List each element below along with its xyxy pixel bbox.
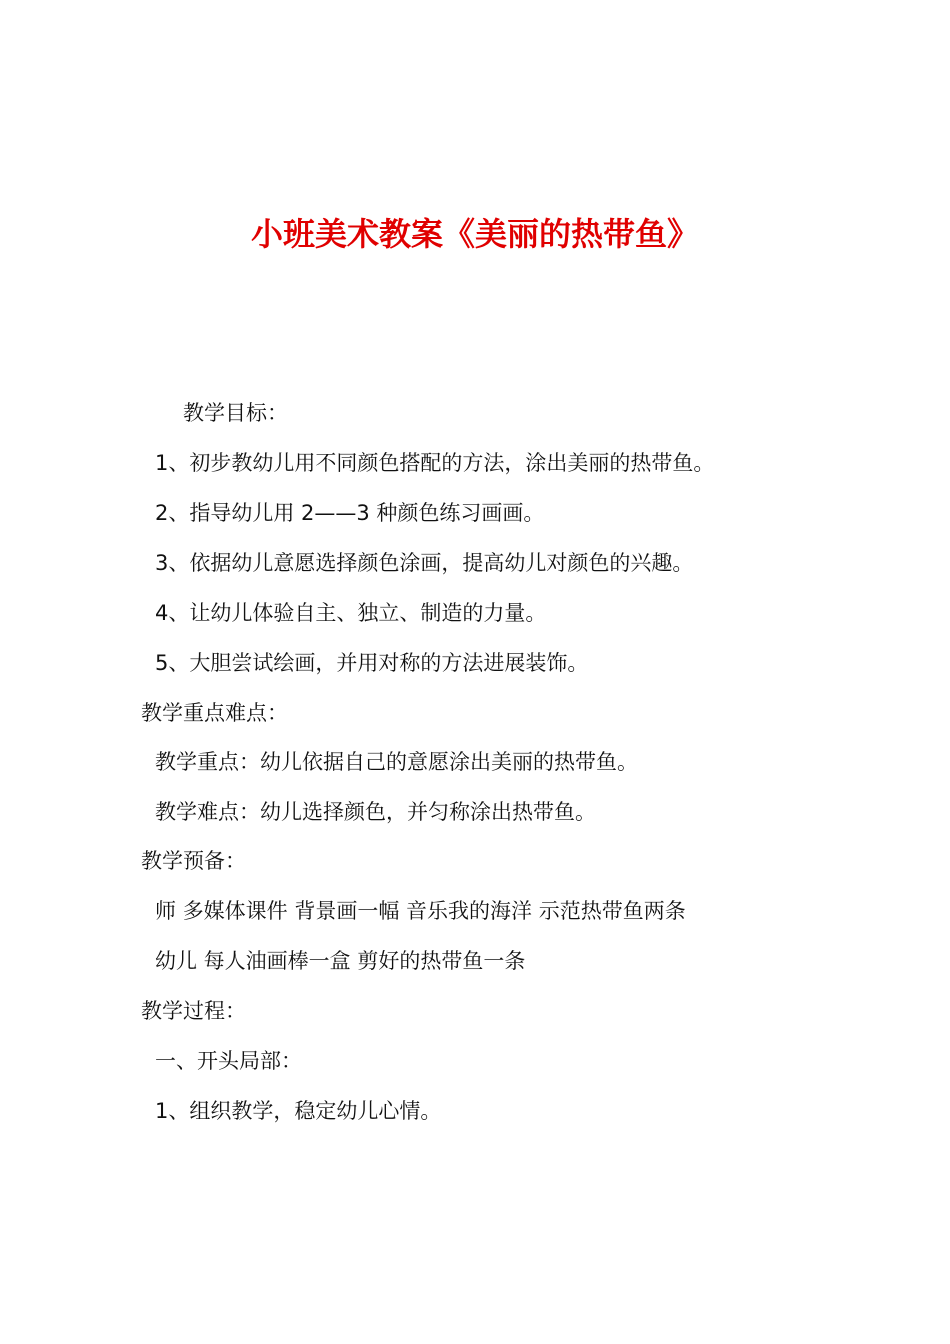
text-line: 1、初步教幼儿用不同颜色搭配的方法，涂出美丽的热带鱼。 (155, 451, 715, 475)
text-line: 5、大胆尝试绘画，并用对称的方法进展装饰。 (155, 651, 589, 675)
text-line: 教学难点：幼儿选择颜色，并匀称涂出热带鱼。 (155, 800, 596, 824)
section-heading: 教学重点难点： (141, 701, 288, 725)
text-line: 3、依据幼儿意愿选择颜色涂画，提高幼儿对颜色的兴趣。 (155, 551, 694, 575)
text-line: 2、指导幼儿用 2——3 种颜色练习画画。 (155, 501, 545, 525)
text-line: 1、组织教学，稳定幼儿心情。 (155, 1099, 442, 1123)
section-heading: 教学过程： (141, 999, 246, 1023)
section-heading: 教学预备： (141, 849, 246, 873)
text-line: 一、开头局部： (155, 1049, 302, 1073)
text-line: 幼儿 每人油画棒一盒 剪好的热带鱼一条 (155, 949, 526, 973)
text-line: 师 多媒体课件 背景画一幅 音乐我的海洋 示范热带鱼两条 (155, 899, 686, 923)
text-line: 4、让幼儿体验自主、独立、制造的力量。 (155, 601, 547, 625)
document-title: 小班美术教案《美丽的热带鱼》 (250, 215, 699, 253)
text-line: 教学目标： (183, 401, 288, 425)
text-line: 教学重点：幼儿依据自己的意愿涂出美丽的热带鱼。 (155, 750, 638, 774)
